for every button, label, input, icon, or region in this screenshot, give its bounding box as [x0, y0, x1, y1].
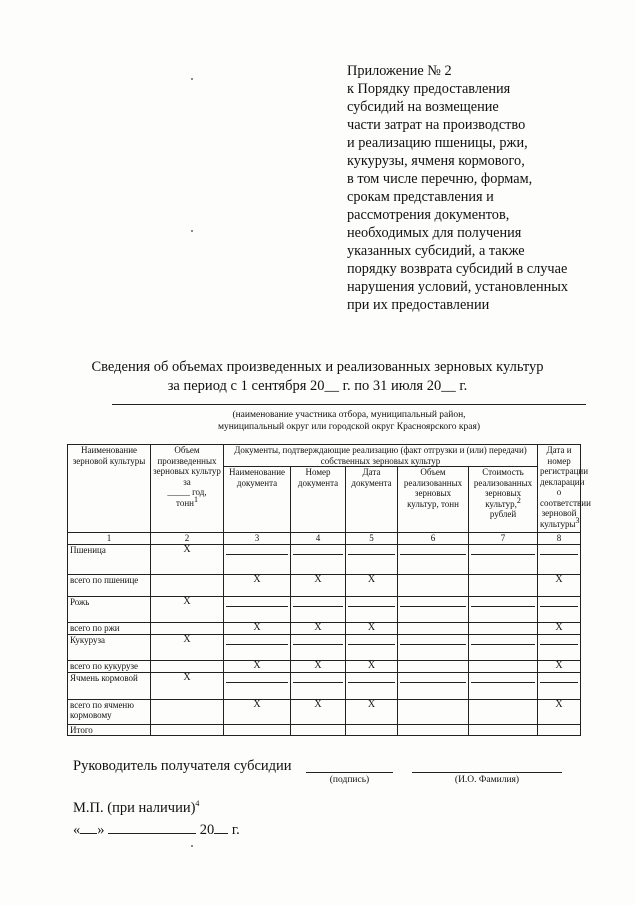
- table-cell[interactable]: [469, 634, 538, 660]
- table-cell[interactable]: [538, 672, 581, 699]
- x-mark: X: [224, 622, 291, 634]
- crop-name: Рожь: [68, 596, 151, 622]
- x-mark: X: [291, 699, 346, 724]
- x-mark: X: [291, 574, 346, 596]
- stamp-footnote: 4: [195, 799, 200, 809]
- year-blank[interactable]: [214, 819, 228, 834]
- appendix-line: кукурузы, ячменя кормового,: [347, 153, 525, 169]
- table-cell[interactable]: [291, 724, 346, 736]
- appendix-line: нарушения условий, установленных: [347, 279, 569, 295]
- organization-fill-line[interactable]: [112, 404, 586, 405]
- table-cell[interactable]: [469, 672, 538, 699]
- x-mark: X: [291, 660, 346, 672]
- x-mark: X: [538, 622, 581, 634]
- table-row: [68, 724, 581, 736]
- appendix-line: к Порядку предоставления: [347, 81, 511, 97]
- x-mark: X: [224, 574, 291, 596]
- table-cell[interactable]: [398, 574, 469, 596]
- signature-fill-line[interactable]: [306, 772, 393, 773]
- day-blank[interactable]: [80, 819, 97, 834]
- x-mark: X: [538, 660, 581, 672]
- table-cell[interactable]: [291, 596, 346, 622]
- scan-dot: [191, 230, 193, 232]
- crop-name: Пшеница: [68, 544, 151, 574]
- appendix-line: рассмотрения документов,: [347, 207, 510, 223]
- column-number: 2: [151, 533, 224, 545]
- column-number: 8: [538, 533, 581, 545]
- x-mark: X: [151, 544, 224, 574]
- x-mark: X: [346, 622, 398, 634]
- year-suffix: г.: [231, 822, 240, 838]
- grand-total-label: Итого: [68, 724, 151, 736]
- column-number: 6: [398, 533, 469, 545]
- header-doc-number: Номер документа: [291, 467, 346, 533]
- signature-label: Руководитель получателя субсидии: [73, 758, 292, 774]
- table-cell[interactable]: [224, 634, 291, 660]
- table-cell[interactable]: [346, 724, 398, 736]
- header-crop-name: Наименование зерновой культуры: [68, 445, 151, 533]
- table-row: [68, 699, 581, 724]
- table-cell[interactable]: [291, 672, 346, 699]
- table-row: [68, 622, 581, 634]
- crop-name: Ячмень кормовой: [68, 672, 151, 699]
- table-cell[interactable]: [398, 596, 469, 622]
- appendix-line: части затрат на производство: [347, 117, 526, 133]
- appendix-line: срокам представления и: [347, 189, 494, 205]
- column-number: 4: [291, 533, 346, 545]
- table-cell[interactable]: [151, 699, 224, 724]
- table-cell[interactable]: [346, 634, 398, 660]
- crop-name: Кукуруза: [68, 634, 151, 660]
- table-cell[interactable]: [346, 596, 398, 622]
- x-mark: X: [151, 596, 224, 622]
- crop-total: всего по ржи: [68, 622, 151, 634]
- document-title: Сведения об объемах произведенных и реализованных зерновых культур: [91, 359, 544, 375]
- header-declaration: Дата и номер регистрации декларации о соответствии зерновой культуры$^3$: [538, 445, 581, 533]
- scan-dot: [191, 78, 193, 80]
- date-open-quote: «: [73, 822, 81, 838]
- table-cell[interactable]: [538, 596, 581, 622]
- name-fill-line[interactable]: [412, 772, 562, 773]
- header-cost: Стоимость реализованных зерновых культур,$^2$ рублей: [469, 467, 538, 533]
- table-cell[interactable]: [398, 634, 469, 660]
- table-cell[interactable]: [538, 634, 581, 660]
- table-cell[interactable]: [224, 544, 291, 574]
- table-cell[interactable]: [224, 596, 291, 622]
- table-cell[interactable]: [398, 622, 469, 634]
- table-cell[interactable]: [469, 699, 538, 724]
- table-row: [68, 634, 581, 660]
- header-doc-date: Дата документа: [346, 467, 398, 533]
- table-cell[interactable]: [538, 544, 581, 574]
- date-line: [73, 819, 240, 839]
- month-blank[interactable]: [108, 819, 196, 834]
- stamp-label: [73, 799, 199, 817]
- table-cell[interactable]: [224, 672, 291, 699]
- appendix-line: и реализацию пшеницы, ржи,: [347, 135, 528, 151]
- x-mark: X: [538, 699, 581, 724]
- date-close-quote: »: [97, 822, 105, 838]
- x-mark: X: [151, 634, 224, 660]
- table-cell[interactable]: [151, 724, 224, 736]
- table-cell[interactable]: [538, 724, 581, 736]
- header-produced-volume: Объем произведенных зерновых культур за _____ год, тонн$^1$: [151, 445, 224, 533]
- header-documents: Документы, подтверждающие реализацию (факт отгрузки и (или) передачи) собственных зерновых культур: [224, 445, 538, 467]
- x-mark: X: [151, 672, 224, 699]
- table-cell[interactable]: [469, 574, 538, 596]
- table-row: [68, 574, 581, 596]
- appendix-line: указанных субсидий, а также: [347, 243, 525, 259]
- table-row: [68, 544, 581, 574]
- x-mark: X: [346, 660, 398, 672]
- organization-caption: муниципальный округ или городской округ Красноярского края): [217, 422, 481, 432]
- crop-total: всего по кукурузе: [68, 660, 151, 672]
- table-cell[interactable]: [346, 672, 398, 699]
- table-cell[interactable]: [469, 660, 538, 672]
- table-cell[interactable]: [398, 544, 469, 574]
- grain-volumes-table: [67, 444, 591, 736]
- table-cell[interactable]: [469, 544, 538, 574]
- x-mark: X: [291, 622, 346, 634]
- name-caption: (И.О. Фамилия): [454, 775, 520, 785]
- table-cell[interactable]: [398, 672, 469, 699]
- table-cell[interactable]: [291, 634, 346, 660]
- crop-total: всего по пшенице: [68, 574, 151, 596]
- table-cell[interactable]: [224, 724, 291, 736]
- table-cell[interactable]: [151, 660, 224, 672]
- table-cell[interactable]: [398, 724, 469, 736]
- column-number: 5: [346, 533, 398, 545]
- appendix-line: необходимых для получения: [347, 225, 522, 241]
- table-cell[interactable]: [398, 660, 469, 672]
- header-doc-name: Наименование документа: [224, 467, 291, 533]
- appendix-line: Приложение № 2: [347, 63, 452, 79]
- crop-total: всего по ячменю кормовому: [68, 699, 151, 724]
- table-row: [68, 672, 581, 699]
- column-number: 7: [469, 533, 538, 545]
- year-prefix: 20: [199, 822, 215, 838]
- x-mark: X: [538, 574, 581, 596]
- x-mark: X: [346, 699, 398, 724]
- scan-dot: [191, 845, 193, 847]
- table-cell[interactable]: [469, 724, 538, 736]
- document-period: за период с 1 сентября 20__ г. по 31 июля 20__ г.: [167, 378, 468, 394]
- appendix-line: субсидий на возмещение: [347, 99, 499, 115]
- table-cell[interactable]: [398, 699, 469, 724]
- table-cell[interactable]: [291, 544, 346, 574]
- header-sold-volume: Объем реализованных зерновых культур, тонн: [398, 467, 469, 533]
- column-numbers-row: [68, 533, 581, 545]
- appendix-line: при их предоставлении: [347, 297, 490, 313]
- x-mark: X: [224, 660, 291, 672]
- column-number: 1: [68, 533, 151, 545]
- table-cell[interactable]: [346, 544, 398, 574]
- column-number: 3: [224, 533, 291, 545]
- x-mark: X: [224, 699, 291, 724]
- table-cell[interactable]: [151, 574, 224, 596]
- table-cell[interactable]: [469, 596, 538, 622]
- appendix-line: порядку возврата субсидий в случае: [347, 261, 568, 277]
- table-cell[interactable]: [469, 622, 538, 634]
- table-cell[interactable]: [151, 622, 224, 634]
- table-row: [68, 660, 581, 672]
- stamp-text: М.П. (при наличии): [73, 800, 196, 816]
- organization-caption: (наименование участника отбора, муниципальный район,: [232, 410, 466, 420]
- table-row: [68, 596, 581, 622]
- appendix-line: в том числе перечню, формам,: [347, 171, 533, 187]
- x-mark: X: [346, 574, 398, 596]
- appendix-header: [347, 62, 607, 314]
- signature-caption: (подпись): [329, 775, 370, 785]
